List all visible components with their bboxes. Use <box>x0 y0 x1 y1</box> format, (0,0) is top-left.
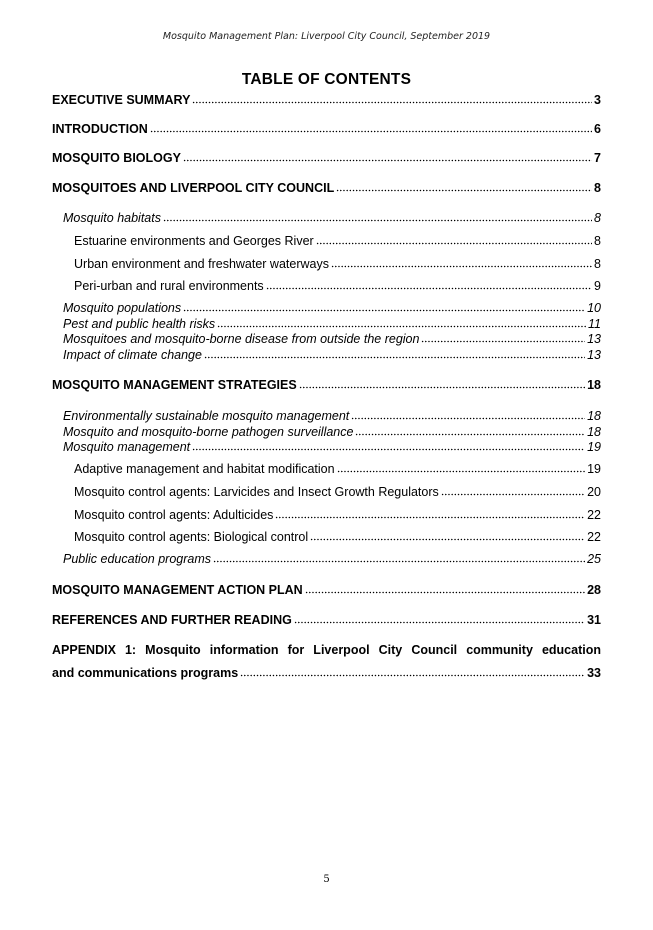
toc-entry-label: MOSQUITO MANAGEMENT STRATEGIES <box>52 378 297 392</box>
toc-entry-introduction[interactable] <box>52 122 601 137</box>
dot-leader <box>192 441 585 451</box>
dot-leader <box>266 280 592 290</box>
toc-entry-page: 18 <box>587 378 601 392</box>
toc-title: TABLE OF CONTENTS <box>241 71 412 88</box>
toc-entry-label: INTRODUCTION <box>52 122 148 136</box>
dot-leader <box>421 333 585 343</box>
toc-entry-page: 31 <box>587 613 601 627</box>
toc-entry-label: and communications programs <box>52 666 239 680</box>
toc-entry-page: 19 <box>587 462 601 476</box>
dot-leader <box>240 667 585 677</box>
dot-leader <box>310 531 585 541</box>
toc-entry-label: MOSQUITOES AND LIVERPOOL CITY COUNCIL <box>52 181 335 195</box>
dot-leader <box>337 463 586 473</box>
toc-entry-label: Mosquito control agents: Biological control <box>74 530 309 544</box>
toc-entry-mosquito-borne-disease[interactable] <box>63 332 601 347</box>
dot-leader <box>316 235 592 245</box>
dot-leader <box>441 486 585 496</box>
toc-entry-label: Public education programs <box>63 552 211 566</box>
toc-entry-appendix[interactable] <box>52 666 601 681</box>
dot-leader <box>183 152 592 162</box>
toc-entry-page: 18 <box>587 409 601 423</box>
toc-entry-label: Mosquito control agents: Larvicides and Insect Growth Regulators <box>74 485 439 499</box>
toc-entry-page: 8 <box>594 211 601 225</box>
toc-entry-references[interactable] <box>52 613 601 628</box>
dot-leader <box>213 553 585 563</box>
toc-entry-executive-summary[interactable] <box>52 93 601 108</box>
toc-entry-label: MOSQUITO BIOLOGY <box>52 151 181 165</box>
toc-entry-page: 13 <box>587 348 601 362</box>
toc-entry-label: Environmentally sustainable mosquito management <box>63 409 350 423</box>
dot-leader <box>204 349 585 359</box>
dot-leader <box>217 318 586 328</box>
toc-entry-label: Adaptive management and habitat modification <box>74 462 335 476</box>
toc-entry-public-education[interactable] <box>63 552 601 567</box>
toc-entry-page: 3 <box>594 93 601 107</box>
toc-entry-page: 28 <box>587 583 601 597</box>
toc-entry-page: 10 <box>587 301 601 315</box>
toc-entry-label: Mosquito management <box>63 440 191 454</box>
toc-entry-page: 9 <box>594 279 601 293</box>
toc-entry-page: 22 <box>587 508 601 522</box>
toc-entry-label: Mosquito control agents: Adulticides <box>74 508 274 522</box>
toc-entry-label: Impact of climate change <box>63 348 202 362</box>
page-number: 5 <box>323 874 330 885</box>
toc-entry-label: Peri-urban and rural environments <box>74 279 264 293</box>
toc-entry-page: 11 <box>588 317 601 331</box>
toc-entry-label: Pest and public health risks <box>63 317 216 331</box>
toc-entry-mosquitoes-liverpool[interactable] <box>52 181 601 196</box>
dot-leader <box>294 614 585 624</box>
toc-entry-page: 13 <box>587 332 601 346</box>
toc-entry-management-strategies[interactable] <box>52 378 601 393</box>
toc-entry-mosquito-habitats[interactable] <box>63 211 601 226</box>
toc-entry-page: 19 <box>587 440 601 454</box>
toc-entry-adaptive-management[interactable] <box>74 462 601 477</box>
toc-entry-label: Urban environment and freshwater waterways <box>74 257 329 271</box>
toc-entry-page: 33 <box>587 666 601 680</box>
dot-leader <box>299 379 585 389</box>
toc-entry-label: Mosquito populations <box>63 301 182 315</box>
toc-entry-mosquito-populations[interactable] <box>63 301 601 316</box>
toc-entry-page: 8 <box>594 257 601 271</box>
toc-entry-label: Mosquitoes and mosquito-borne disease from outside the region <box>63 332 420 346</box>
toc-entry-mosquito-biology[interactable] <box>52 151 601 166</box>
toc-entry-page: 22 <box>587 530 601 544</box>
toc-entry-larvicides[interactable] <box>74 485 601 500</box>
toc-entry-page: 6 <box>594 122 601 136</box>
dot-leader <box>305 584 585 594</box>
toc-entry-page: 18 <box>587 425 601 439</box>
dot-leader <box>275 509 585 519</box>
toc-entry-label: Mosquito habitats <box>63 211 161 225</box>
dot-leader <box>336 182 592 192</box>
dot-leader <box>355 426 585 436</box>
toc-entry-page: 7 <box>594 151 601 165</box>
toc-entry-environmentally-sustainable[interactable] <box>63 409 601 424</box>
toc-entry-estuarine[interactable] <box>74 234 601 249</box>
dot-leader <box>183 302 585 312</box>
toc-entry-adulticides[interactable] <box>74 508 601 523</box>
toc-entry-label: EXECUTIVE SUMMARY <box>52 93 191 107</box>
toc-entry-label: MOSQUITO MANAGEMENT ACTION PLAN <box>52 583 303 597</box>
toc-entry-climate-change[interactable] <box>63 348 601 363</box>
toc-entry-page: 25 <box>587 552 601 566</box>
toc-entry-label: REFERENCES AND FURTHER READING <box>52 613 292 627</box>
dot-leader <box>331 258 592 268</box>
toc-entry-page: 20 <box>587 485 601 499</box>
toc-entry-pest-risks[interactable] <box>63 317 601 332</box>
dot-leader <box>163 212 592 222</box>
toc-entry-action-plan[interactable] <box>52 583 601 598</box>
toc-entry-label: Estuarine environments and Georges River <box>74 234 314 248</box>
toc-entry-surveillance[interactable] <box>63 425 601 440</box>
dot-leader <box>150 123 592 133</box>
toc-entry-page: 8 <box>594 181 601 195</box>
dot-leader <box>192 94 592 104</box>
toc-entry-biological-control[interactable] <box>74 530 601 545</box>
dot-leader <box>351 410 585 420</box>
toc-entry-mosquito-management[interactable] <box>63 440 601 455</box>
running-header: Mosquito Management Plan: Liverpool City Council, September 2019 <box>162 31 491 42</box>
toc-entry-label: Mosquito and mosquito-borne pathogen surveillance <box>63 425 354 439</box>
toc-entry-appendix-line1[interactable]: APPENDIX 1: Mosquito information for Liverpool City Council community education <box>52 643 601 657</box>
toc-entry-page: 8 <box>594 234 601 248</box>
toc-entry-urban[interactable] <box>74 257 601 272</box>
toc-entry-peri-urban[interactable] <box>74 279 601 294</box>
